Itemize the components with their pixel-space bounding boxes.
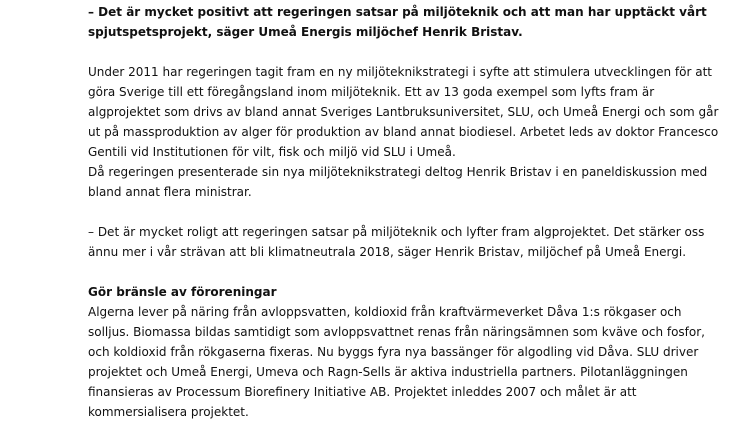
text-line: Under 2011 har regeringen tagit fram en ny miljöteknikstrategi i syfte att stimulera utvecklingen för att [88,65,712,79]
text-line: – Det är mycket positivt att regeringen satsar på miljöteknik och att man har upptäckt vårt [88,5,707,19]
text-line: och koldioxid från rökgaserna fixeras. Nu byggs fyra nya bassänger för algodling vid Dåva. SLU driver [88,345,699,359]
lead-quote [88,2,728,42]
text-line: – Det är mycket roligt att regeringen satsar på miljöteknik och lyfter fram algprojektet. Det stärker oss [88,225,705,239]
text-line: Algerna lever på näring från avloppsvatten, koldioxid från kraftvärmeverket Dåva 1:s rökgaser och [88,305,682,319]
text-line: projektet och Umeå Energi, Umeva och Ragn-Sells är aktiva industriella partners. Pilotanläggningen [88,365,688,379]
text-line: solljus. Biomassa bildas samtidigt som avloppsvattnet renas från näringsämnen som kväve och fosfor, [88,325,705,339]
article-body [88,2,728,422]
text-line: finansieras av Processum Biorefinery Initiative AB. Projektet inleddes 2007 och målet är att [88,385,637,399]
text-line: Gentili vid Institutionen för vilt, fisk och miljö vid SLU i Umeå. [88,145,456,159]
text-line: göra Sverige till ett föregångsland inom miljöteknik. Ett av 13 goda exempel som lyfts fram är [88,85,655,99]
text-line: spjutspetsprojekt, säger Umeå Energis miljöchef Henrik Bristav. [88,25,523,39]
text-line: algprojektet som drivs av bland annat Sveriges Lantbruksuniversitet, SLU, och Umeå Energi och som går [88,105,719,119]
text-line: ännu mer i vår strävan att bli klimatneutrala 2018, säger Henrik Bristav, miljöchef på Umeå Energi. [88,245,687,259]
text-line: bland annat flera ministrar. [88,185,252,199]
quote-bristav [88,222,728,262]
text-line: ut på massproduktion av alger för produktion av bland annat biodiesel. Arbetet leds av doktor Francesco [88,125,719,139]
text-line: Då regeringen presenterade sin nya miljöteknikstrategi deltog Henrik Bristav i en paneldiskussion med [88,165,708,179]
text-line: kommersialisera projektet. [88,405,249,419]
paragraph-algae [88,302,728,422]
section-heading: Gör bränsle av föroreningar [88,285,277,299]
paragraph-strategy [88,62,728,202]
